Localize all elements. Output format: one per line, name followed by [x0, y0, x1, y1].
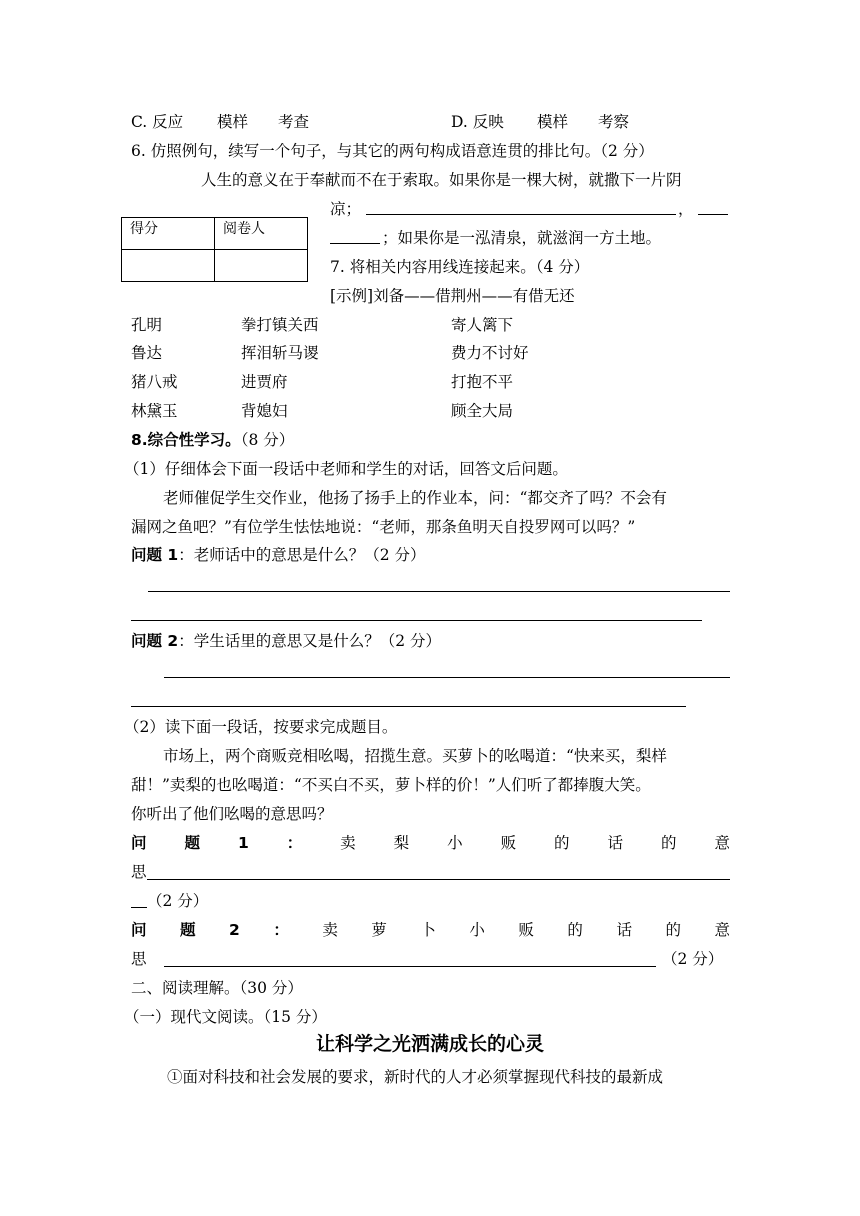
q7-example: [示例]刘备——借荆州——有借无还 — [330, 287, 575, 305]
q8-p2-q1-char: 的 — [660, 834, 677, 852]
q8-p2-q2-char: 的 — [567, 921, 583, 939]
grader-cell[interactable] — [215, 250, 308, 282]
q8-p1-q1-answer-line-2[interactable] — [131, 620, 702, 621]
q8-p2-q2-char: 意 — [714, 921, 730, 939]
q7-event[interactable]: 背媳妇 — [241, 402, 288, 420]
q8-p2-question2 — [131, 920, 730, 940]
q8-p2-q1-char: 卖 — [340, 834, 356, 852]
q8-p2-q1-points: （2 分） — [147, 892, 209, 910]
q8-p1-q1-text: ：老师话中的意思是什么？（2 分） — [178, 546, 426, 564]
score-header: 得分 — [122, 218, 215, 250]
q8-part2-stem: （2）读下面一段话，按要求完成题目。 — [124, 718, 398, 736]
q8-p2-q2-char: 的 — [665, 921, 681, 939]
q8-p1-q2-answer-line-1[interactable] — [164, 677, 730, 678]
q7-person[interactable]: 林黛玉 — [131, 402, 178, 420]
q7-event[interactable]: 进贾府 — [241, 373, 288, 391]
section2-heading: 二、阅读理解。（30 分） — [131, 979, 303, 997]
q8-points: （8 分） — [240, 431, 295, 449]
q7-event[interactable]: 挥泪斩马谡 — [241, 344, 319, 362]
q8-p1-q2-label: 问题 2 — [131, 632, 179, 650]
q8-p2-q2-char: 小 — [469, 921, 485, 939]
q7-idiom[interactable]: 打抱不平 — [451, 373, 514, 391]
q8-part1-stem: （1）仔细体会下面一段话中老师和学生的对话，回答文后问题。 — [124, 460, 568, 478]
option-d — [451, 112, 630, 132]
section2-sub: （一）现代文阅读。（15 分） — [124, 1008, 327, 1026]
q8-p2-q1-char: 题 — [184, 834, 200, 852]
score-table — [121, 217, 308, 282]
q6-answer-blank-3[interactable] — [330, 243, 380, 244]
q8-p2-question1 — [131, 833, 730, 853]
article-title: 让科学之光洒满成长的心灵 — [315, 1033, 544, 1055]
q8-p2-q1-char: 小 — [447, 834, 463, 852]
article-para-1: ①面对科技和社会发展的要求，新时代的人才必须掌握现代科技的最新成 — [167, 1068, 664, 1086]
option-d-word3: 考察 — [598, 113, 630, 131]
option-c — [131, 112, 310, 132]
q6-answer-blank-1[interactable] — [366, 214, 676, 215]
q7-person[interactable]: 孔明 — [131, 316, 163, 334]
q8-p2-q1-char: ： — [286, 834, 303, 852]
q7-idiom[interactable]: 顾全大局 — [451, 402, 514, 420]
q7-person[interactable]: 鲁达 — [131, 344, 163, 362]
q7-idiom[interactable]: 费力不讨好 — [451, 344, 529, 362]
score-cell[interactable] — [122, 250, 215, 282]
grader-header: 阅卷人 — [215, 218, 308, 250]
q8-p2-q1-char: 的 — [554, 834, 570, 852]
q8-p2-q1-char: 梨 — [393, 834, 410, 852]
q6-line2-comma: ， — [678, 200, 694, 218]
q8-p2-q2-char: 卜 — [420, 921, 436, 939]
q8-part2-text2: 甜！”卖梨的也吆喝道：“不买白不买，萝卜样的价！”人们听了都捧腹大笑。 — [131, 776, 651, 794]
q8-p1-q2-text: ：学生话里的意思又是什么？（2 分） — [178, 632, 441, 650]
q8-p2-q1-char: 1 — [237, 834, 249, 852]
q8-p2-q2-char: 卖 — [322, 921, 338, 939]
q8-part1-text2: 漏网之鱼吧？”有位学生怯怯地说：“老师，那条鱼明天自投罗网可以吗？” — [131, 518, 636, 536]
option-c-label: C. 反应 — [131, 113, 184, 131]
option-c-word3: 考查 — [278, 113, 310, 131]
q8-p2-q1-si: 思 — [131, 863, 147, 881]
q8-p1-question2 — [131, 631, 441, 651]
q8-p2-q1-char: 问 — [131, 834, 147, 852]
q8-p2-q2-char: 题 — [180, 921, 196, 939]
q8-p2-q1-answer-tail[interactable] — [131, 907, 147, 908]
q8-part1-text1: 老师催促学生交作业，他扬了扬手上的作业本，问：“都交齐了吗？不会有 — [163, 489, 667, 507]
q8-p2-q2-points: （2 分） — [662, 950, 724, 968]
q8-heading — [131, 430, 294, 450]
q8-p2-q2-si: 思 — [131, 950, 147, 968]
q7-person[interactable]: 猪八戒 — [131, 373, 178, 391]
option-d-label: D. 反映 — [451, 113, 504, 131]
q8-p2-q2-char: 2 — [229, 921, 240, 939]
q8-p1-question1 — [131, 545, 425, 565]
q8-p2-q2-answer-line[interactable] — [164, 966, 656, 967]
q8-title: 8.综合性学习。 — [131, 431, 241, 449]
q8-p2-q2-char: 贩 — [518, 921, 534, 939]
q8-p2-q2-char: ： — [273, 921, 289, 939]
q8-p2-q2-char: 萝 — [371, 921, 387, 939]
q8-p2-q1-answer-line[interactable] — [147, 879, 730, 880]
q6-answer-blank-2[interactable] — [698, 214, 728, 215]
q8-p2-q1-char: 话 — [607, 834, 624, 852]
q6-line3-end: ；如果你是一泓清泉，就滋润一方土地。 — [382, 229, 662, 247]
q6-line2-start: 凉； — [330, 200, 362, 218]
q8-part2-text3: 你听出了他们吆喝的意思吗？ — [131, 805, 333, 823]
q8-p2-q2-char: 问 — [131, 921, 147, 939]
option-c-word2: 模样 — [217, 113, 249, 131]
q8-part2-text1: 市场上，两个商贩竞相吆喝，招揽生意。买萝卜的吆喝道：“快来买，梨样 — [163, 747, 667, 765]
q8-p2-q1-char: 贩 — [500, 834, 517, 852]
q7-stem: 7. 将相关内容用线连接起来。（4 分） — [330, 258, 590, 276]
q7-idiom[interactable]: 寄人篱下 — [451, 316, 514, 334]
q8-p1-q2-answer-line-2[interactable] — [131, 706, 686, 707]
q6-stem: 6. 仿照例句，续写一个句子，与其它的两句构成语意连贯的排比句。（2 分） — [131, 142, 654, 160]
q8-p2-q1-char: 意 — [714, 834, 730, 852]
q8-p2-q2-char: 话 — [616, 921, 632, 939]
q7-event[interactable]: 拳打镇关西 — [241, 316, 319, 334]
q8-p1-q1-label: 问题 1 — [131, 546, 179, 564]
q8-p1-q1-answer-line-1[interactable] — [148, 591, 730, 592]
option-d-word2: 模样 — [537, 113, 569, 131]
q6-example-line1: 人生的意义在于奉献而不在于索取。如果你是一棵大树，就撒下一片阴 — [201, 171, 682, 189]
